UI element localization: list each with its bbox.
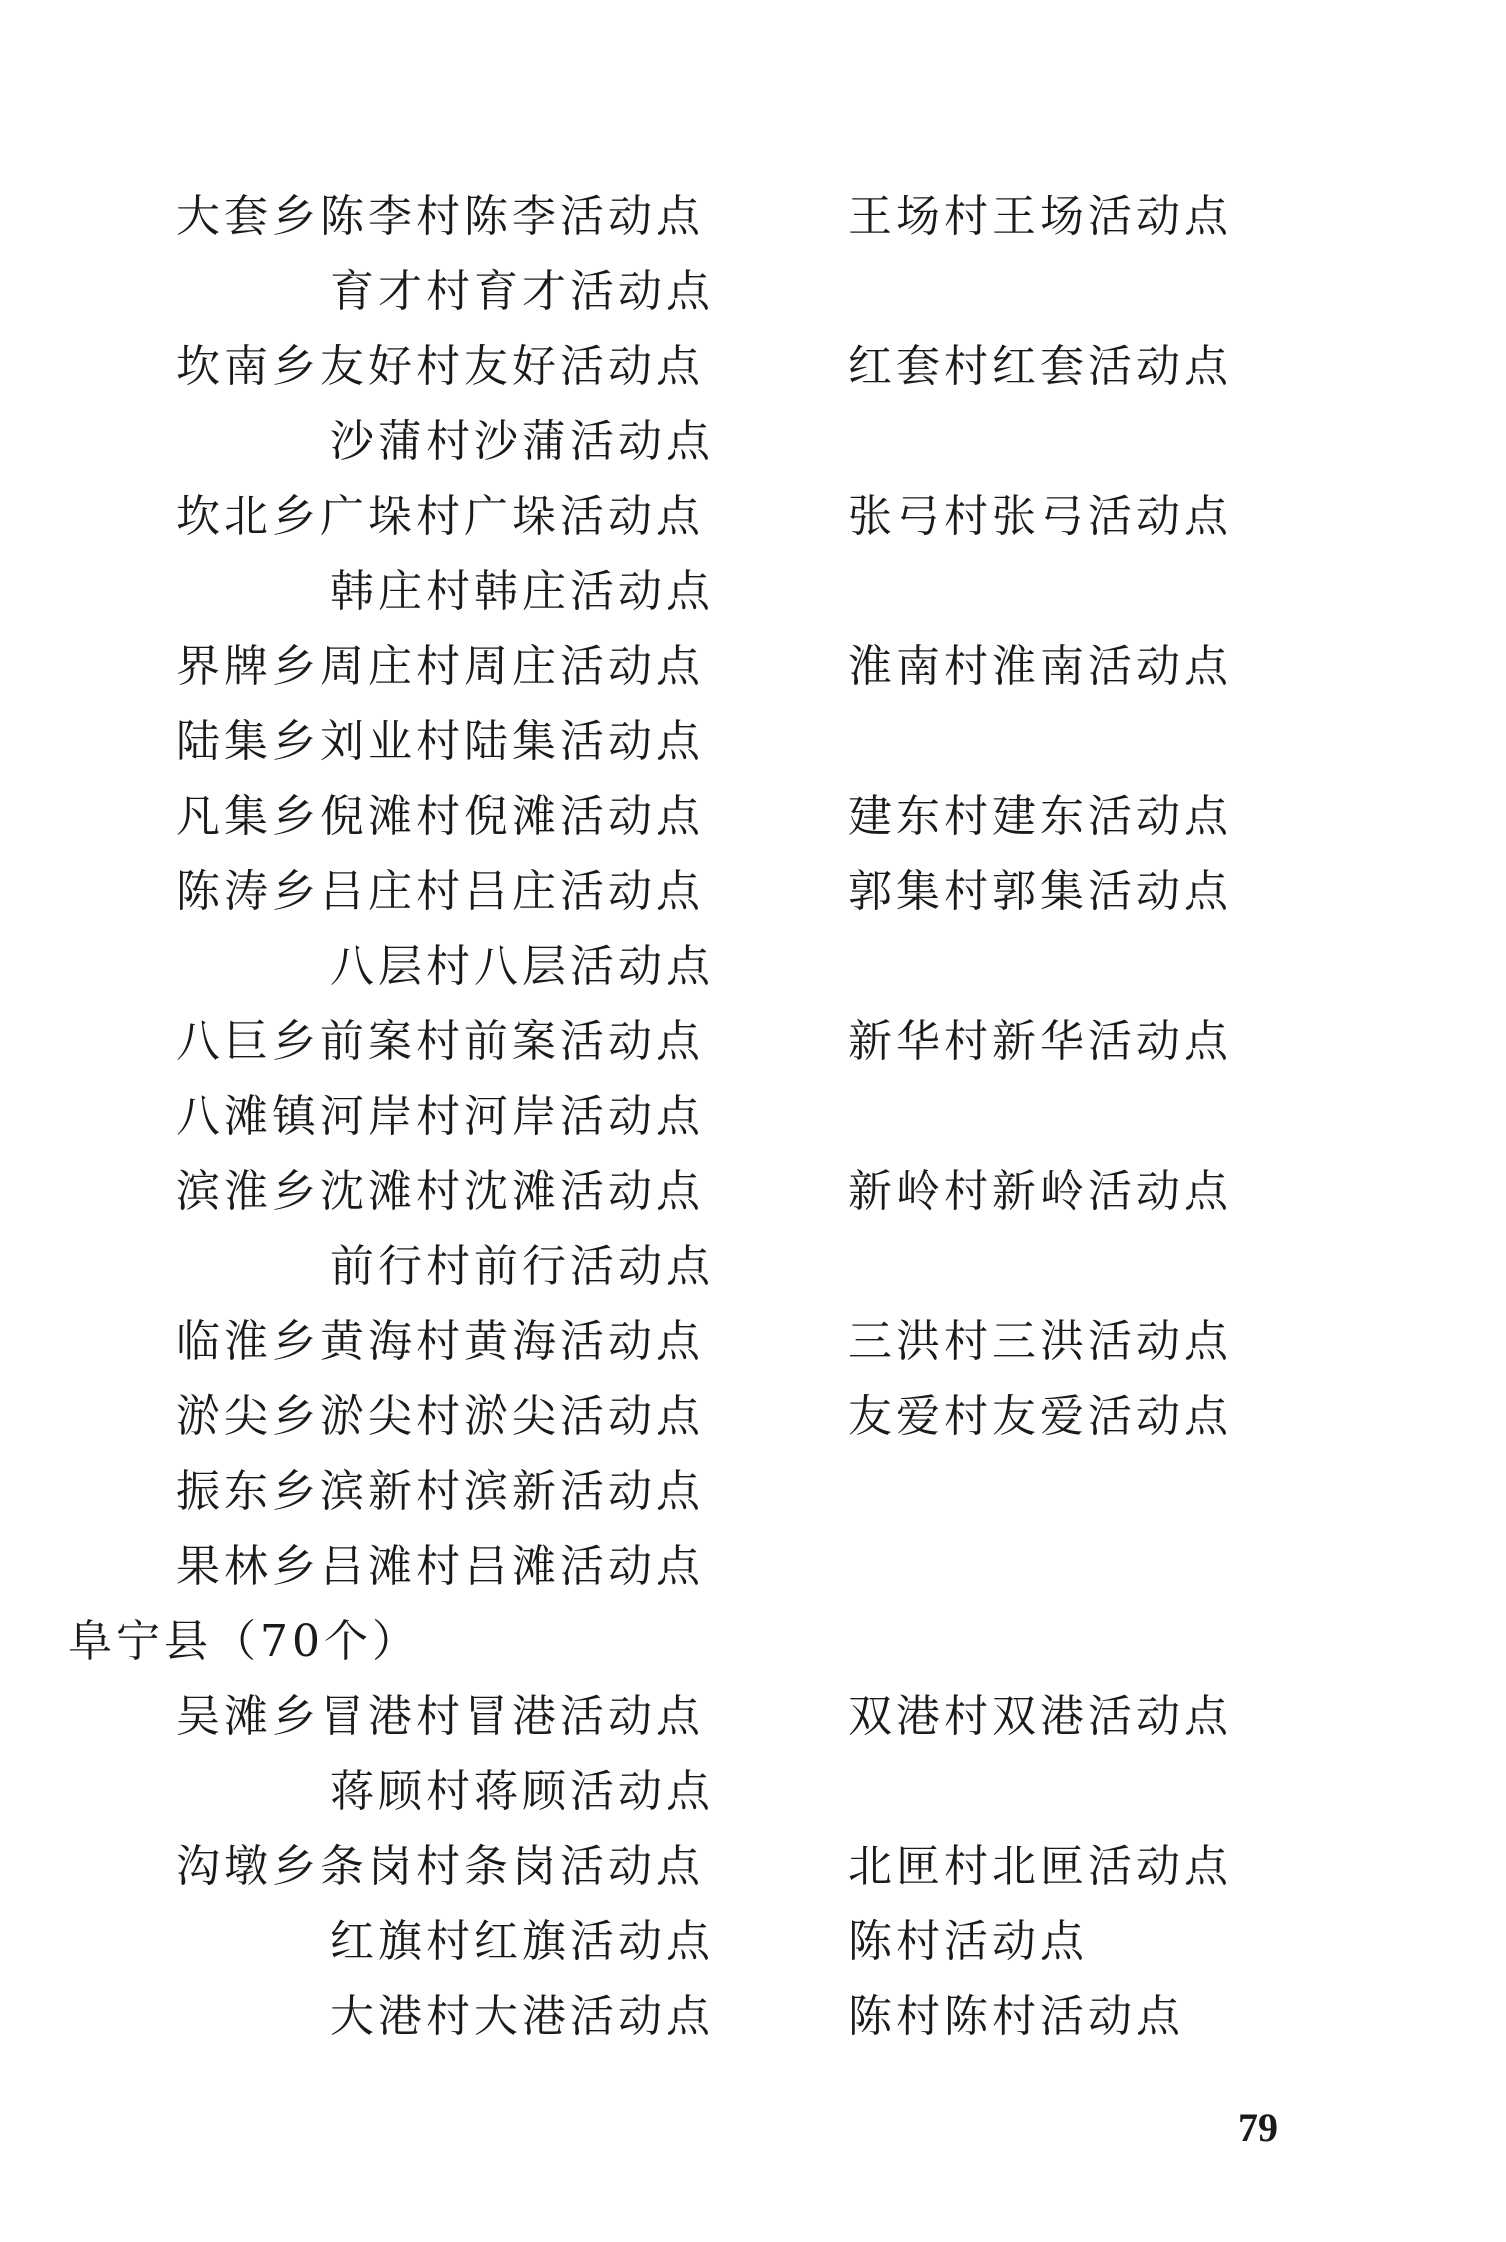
entry-right: 陈村陈村活动点 (848, 1991, 1184, 2042)
entry-left: 临淮乡黄海村黄海活动点 (176, 1316, 704, 1367)
entry-left: 沙蒲村沙蒲活动点 (330, 416, 714, 467)
entry-left: 韩庄村韩庄活动点 (330, 566, 714, 617)
entry-left: 育才村育才活动点 (330, 266, 714, 317)
entry-left: 振东乡滨新村滨新活动点 (176, 1466, 704, 1517)
entry-right: 新岭村新岭活动点 (848, 1166, 1232, 1217)
entry-left: 陈涛乡吕庄村吕庄活动点 (176, 866, 704, 917)
entry-left: 果林乡吕滩村吕滩活动点 (176, 1541, 704, 1592)
entry-left: 前行村前行活动点 (330, 1241, 714, 1292)
entry-right: 新华村新华活动点 (848, 1016, 1232, 1067)
entry-left: 界牌乡周庄村周庄活动点 (176, 641, 704, 692)
entry-left: 陆集乡刘业村陆集活动点 (176, 716, 704, 767)
entry-right: 淮南村淮南活动点 (848, 641, 1232, 692)
entry-right: 陈村活动点 (848, 1916, 1088, 1967)
entry-left: 吴滩乡冒港村冒港活动点 (176, 1691, 704, 1742)
entry-left: 八巨乡前案村前案活动点 (176, 1016, 704, 1067)
entry-right: 友爱村友爱活动点 (848, 1391, 1232, 1442)
entry-left: 坎北乡广垛村广垛活动点 (176, 491, 704, 542)
entry-right: 红套村红套活动点 (848, 341, 1232, 392)
entry-right: 建东村建东活动点 (848, 791, 1232, 842)
entry-right: 郭集村郭集活动点 (848, 866, 1232, 917)
entry-left: 蒋顾村蒋顾活动点 (330, 1766, 714, 1817)
entry-left: 沟墩乡条岗村条岗活动点 (176, 1841, 704, 1892)
page-number: 79 (1238, 2105, 1278, 2150)
entry-left: 八层村八层活动点 (330, 941, 714, 992)
entry-right: 张弓村张弓活动点 (848, 491, 1232, 542)
entry-right: 三洪村三洪活动点 (848, 1316, 1232, 1367)
county-heading: 阜宁县（70个） (68, 1616, 420, 1667)
entry-left: 大套乡陈李村陈李活动点 (176, 191, 704, 242)
entry-left: 坎南乡友好村友好活动点 (176, 341, 704, 392)
entry-left: 红旗村红旗活动点 (330, 1916, 714, 1967)
entry-right: 双港村双港活动点 (848, 1691, 1232, 1742)
entry-left: 大港村大港活动点 (330, 1991, 714, 2042)
entry-left: 淤尖乡淤尖村淤尖活动点 (176, 1391, 704, 1442)
entry-left: 滨淮乡沈滩村沈滩活动点 (176, 1166, 704, 1217)
entry-right: 北匣村北匣活动点 (848, 1841, 1232, 1892)
entry-left: 凡集乡倪滩村倪滩活动点 (176, 791, 704, 842)
entry-left: 八滩镇河岸村河岸活动点 (176, 1091, 704, 1142)
entry-right: 王场村王场活动点 (848, 191, 1232, 242)
